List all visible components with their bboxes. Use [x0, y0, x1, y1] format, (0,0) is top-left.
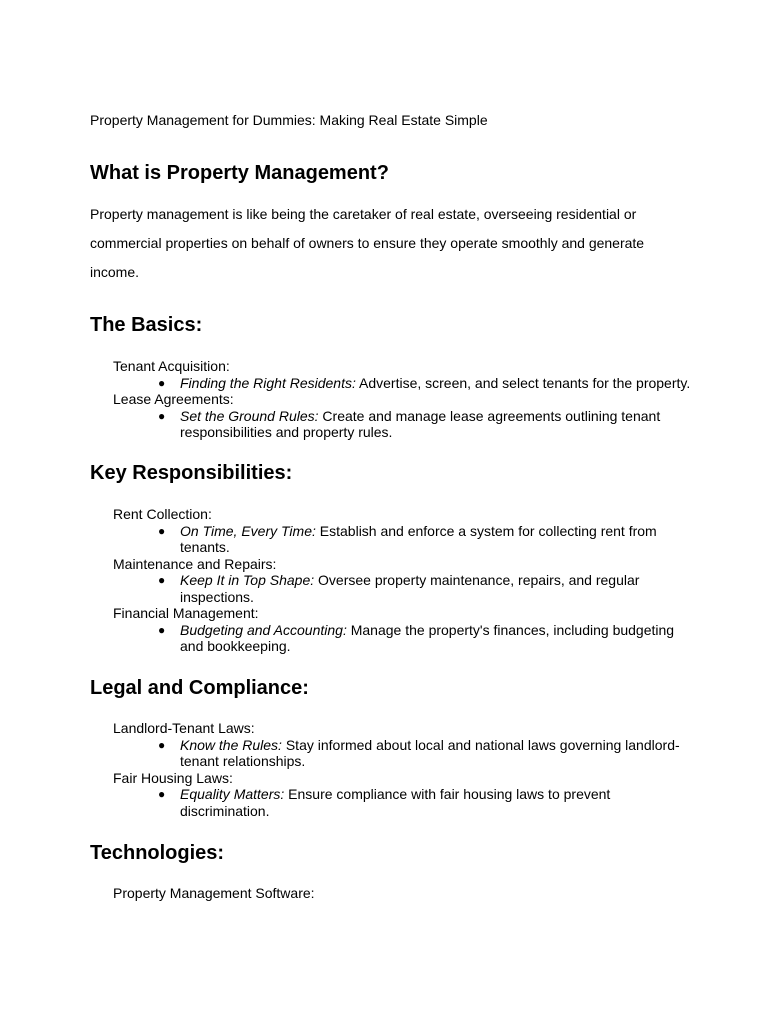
- bullet-emphasis: Equality Matters:: [180, 786, 285, 802]
- item-label-landlord-tenant-laws: Landlord-Tenant Laws:: [113, 720, 255, 736]
- item-label-property-management-software: Property Management Software:: [113, 885, 315, 901]
- bullet-text: Create and manage lease agreements outlining tenant responsibilities and property rules.: [180, 407, 661, 440]
- bullet-icon: ●: [158, 737, 166, 752]
- bullet-icon: ●: [158, 622, 166, 637]
- section-key-responsibilities: [113, 506, 693, 655]
- bullet-text: Advertise, screen, and select tenants for the property.: [355, 374, 691, 391]
- document-title: Property Management for Dummies: Making Real Estate Simple: [90, 112, 488, 128]
- bullet-icon: ●: [158, 787, 166, 801]
- bullet-text: Establish and enforce a system for collecting rent from tenants.: [180, 522, 657, 555]
- list-item: [113, 737, 693, 770]
- heading-key-responsibilities: Key Responsibilities:: [90, 462, 293, 484]
- bullet-text: Ensure compliance with fair housing laws to prevent discrimination.: [180, 786, 611, 819]
- item-label-lease-agreements: Lease Agreements:: [113, 391, 234, 407]
- bullet-emphasis: Budgeting and Accounting:: [180, 621, 347, 638]
- bullet-emphasis: On Time, Every Time:: [180, 522, 316, 539]
- list-item: [113, 408, 693, 441]
- bullet-emphasis: Set the Ground Rules:: [180, 407, 319, 424]
- item-label-rent-collection: Rent Collection:: [113, 506, 212, 522]
- item-label-maintenance-and-repairs: Maintenance and Repairs:: [113, 555, 277, 572]
- section-legal-and-compliance: [113, 720, 693, 819]
- bullet-text: Manage the property's finances, including budgeting and bookkeeping.: [180, 621, 675, 654]
- list-item: [113, 572, 693, 605]
- bullet-text: Stay informed about local and national laws governing landlord-tenant relationships.: [180, 736, 680, 769]
- item-label-fair-housing-laws: Fair Housing Laws:: [113, 769, 233, 786]
- list-item: [113, 523, 693, 556]
- list-item: [113, 786, 693, 819]
- bullet-text: Oversee property maintenance, repairs, and regular inspections.: [180, 572, 640, 605]
- item-label-financial-management: Financial Management:: [113, 605, 259, 621]
- intro-paragraph: Property management is like being the caretaker of real estate, overseeing residential or commercial properties on behalf of owners to ensure they operate smoothly and generate income.: [90, 206, 645, 280]
- section-technologies: [113, 885, 693, 902]
- bullet-icon: ●: [158, 523, 166, 538]
- heading-legal-and-compliance: Legal and Compliance:: [90, 677, 309, 699]
- heading-what-is-property-management: What is Property Management?: [90, 162, 389, 184]
- bullet-icon: ●: [158, 375, 166, 390]
- heading-technologies: Technologies:: [90, 842, 225, 864]
- bullet-emphasis: Finding the Right Residents:: [180, 374, 356, 391]
- bullet-emphasis: Keep It in Top Shape:: [180, 572, 315, 588]
- list-item: [113, 375, 693, 392]
- list-item: [113, 622, 693, 655]
- bullet-icon: ●: [158, 573, 166, 587]
- item-label-tenant-acquisition: Tenant Acquisition:: [113, 358, 230, 374]
- bullet-emphasis: Know the Rules:: [180, 736, 282, 753]
- heading-the-basics: The Basics:: [90, 314, 203, 336]
- section-the-basics: [113, 358, 693, 441]
- bullet-icon: ●: [158, 408, 166, 423]
